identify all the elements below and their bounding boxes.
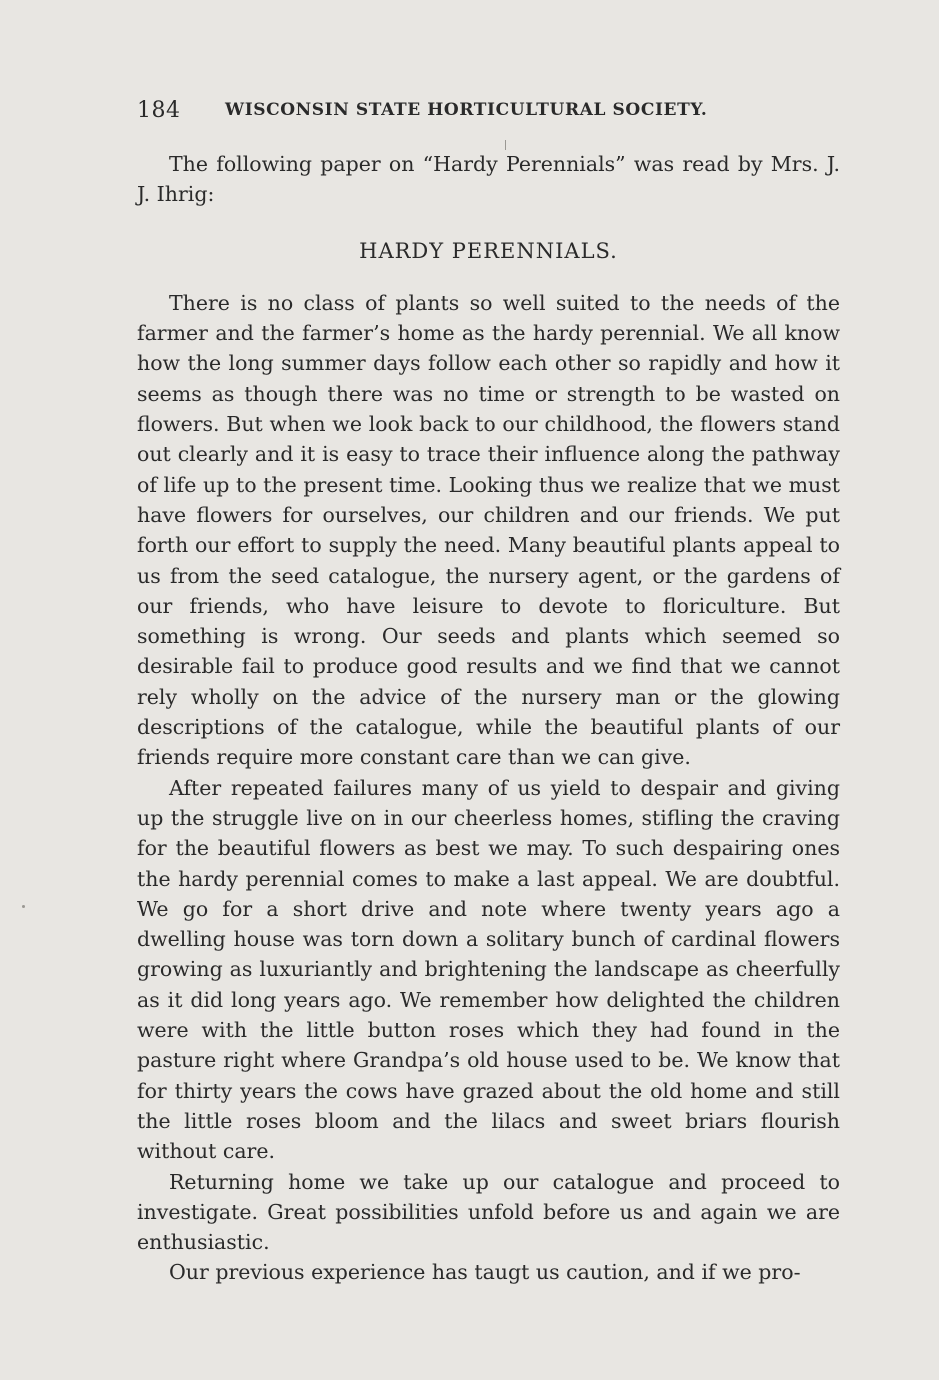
paragraph-3: Returning home we take up our catalogue and proceed to investigate. Great possibilities unfold before us and again we are enthusiastic. (137, 1169, 840, 1255)
body-text (137, 149, 840, 1288)
page-number: 184 (137, 98, 181, 123)
paper-speck (505, 140, 506, 150)
page-header (137, 96, 857, 128)
paragraph-1: There is no class of plants so well suited to the needs of the farmer and the farmer’s home as the hardy perennial. We all know how the long summer days follow each other so rapidly and how it seems as though there was no time or strength to be wasted on flowers. But when we look back to our childhood, the flowers stand out clearly and it is easy to trace their influence along the pathway of life up to the present time. Looking thus we realize that we must have flowers for ourselves, our children and our friends. We put forth our effort to supply the need. Many beautiful plants appeal to us from the seed catalogue, the nursery agent, or the gardens of our friends, who have leisure to devote to floriculture. But something is wrong. Our seeds and plants which seemed so desirable fail to produce good results and we find that we cannot rely wholly on the advice of the nursery man or the glowing descriptions of the catalogue, while the beautiful plants of our friends require more constant care than we can give. (137, 290, 840, 770)
intro-paragraph: The following paper on “Hardy Perennials” was read by Mrs. J. J. Ihrig: (137, 152, 840, 207)
paragraph-4: Our previous experience has taugt us caution, and if we pro- (169, 1260, 801, 1285)
running-head: WISCONSIN STATE HORTICULTURAL SOCIETY. (225, 100, 708, 120)
article-title: HARDY PERENNIALS. (359, 238, 618, 263)
paper-speck (22, 905, 25, 908)
paragraph-2: After repeated failures many of us yield to despair and giving up the struggle live on in our cheerless homes, stifling the craving for the beautiful flowers as best we may. To such despairing ones the hardy perennial comes to make a last appeal. We are doubtful. We go for a short drive and note where twenty years ago a dwelling house was torn down a solitary bunch of cardinal flowers growing as luxuriantly and brightening the landscape as cheerfully as it did long years ago. We remember how delighted the children were with the little button roses which they had found in the pasture right where Grandpa’s old house used to be. We know that for thirty years the cows have grazed about the old home and still the little roses bloom and the lilacs and sweet briars flourish without care. (137, 775, 840, 1164)
